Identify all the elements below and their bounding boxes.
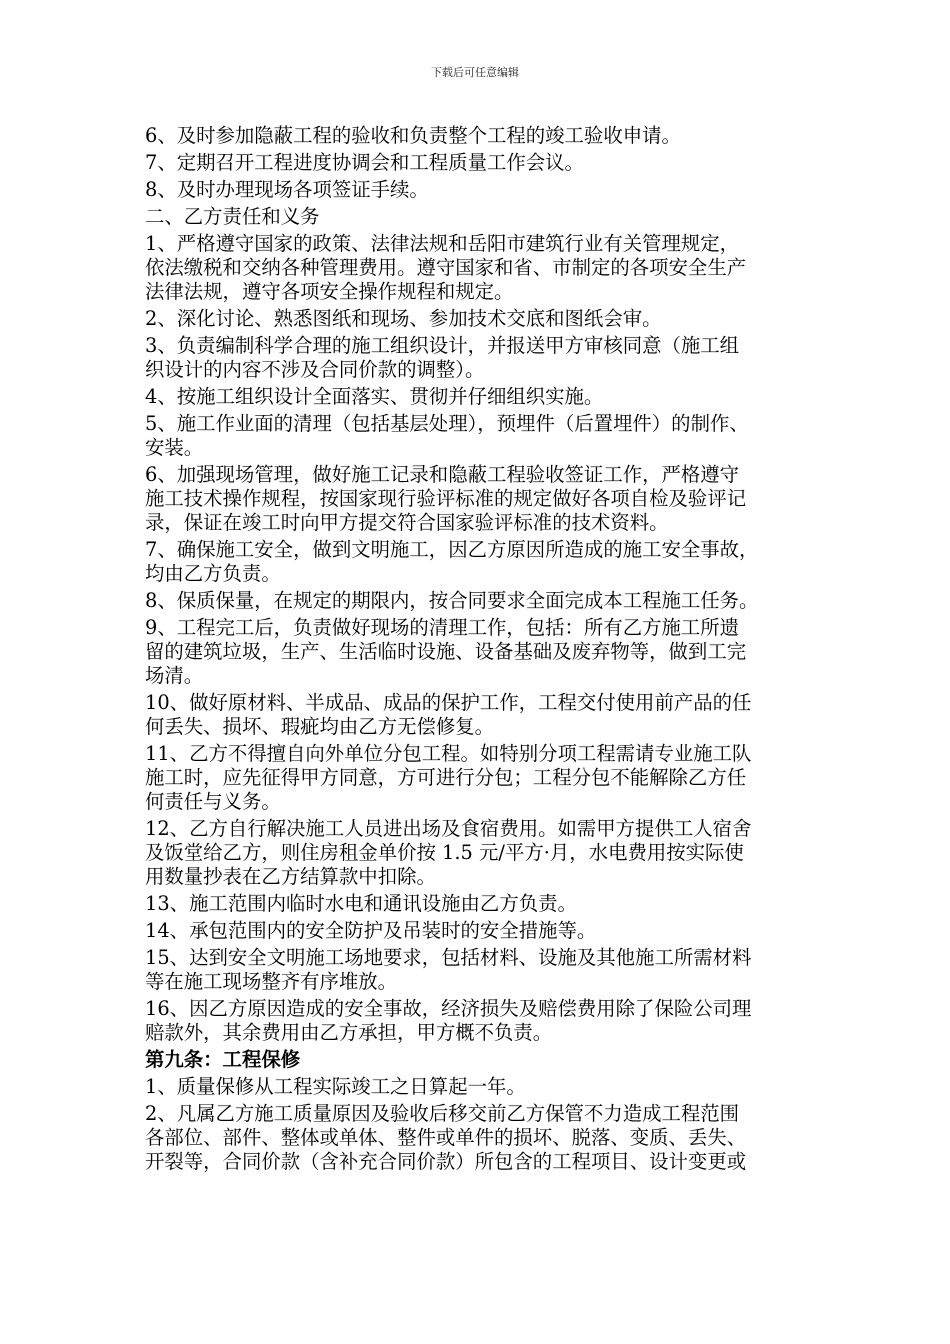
paragraph [145,589,845,613]
paragraph [145,892,845,916]
paragraph [145,1075,845,1099]
paragraph [145,817,845,889]
text-line: 等在施工现场整齐有序堆放。 [145,970,398,993]
text-line: 安装。 [145,436,204,459]
text-line: 场清。 [145,664,204,687]
text-line: 何责任与义务。 [145,790,281,813]
paragraph [145,463,845,535]
text-line: 8、保质保量，在规定的期限内，按合同要求全面完成本工程施工任务。 [145,589,759,612]
paragraph [145,385,845,409]
paragraph [145,205,845,229]
text-line: 均由乙方负责。 [145,562,281,585]
paragraph [145,691,845,739]
text-line: 施工技术操作规程，按国家现行验评标准的规定做好各项自检及验评记 [145,487,747,510]
paragraph [145,412,845,460]
text-line: 13、施工范围内临时水电和通讯设施由乙方负责。 [145,892,577,915]
section-heading [145,1048,845,1072]
text-line: 1、质量保修从工程实际竣工之日算起一年。 [145,1075,526,1098]
text-line: 14、承包范围内的安全防护及吊装时的安全措施等。 [145,919,597,942]
text-line: 织设计的内容不涉及合同价款的调整）。 [145,358,485,381]
text-line: 何丢失、损坏、瑕疵均由乙方无偿修复。 [145,715,495,738]
text-line: 录，保证在竣工时向甲方提交符合国家验评标准的技术资料。 [145,511,669,534]
paragraph [145,919,845,943]
paragraph [145,151,845,175]
text-line: 12、乙方自行解决施工人员进出场及食宿费用。如需甲方提供工人宿舍 [145,817,752,840]
paragraph [145,334,845,382]
document-body [145,124,845,1177]
paragraph [145,232,845,304]
text-line: 11、乙方不得擅自向外单位分包工程。如特别分项工程需请专业施工队 [145,742,752,765]
text-line: 3、负责编制科学合理的施工组织设计，并报送甲方审核同意（施工组 [145,334,740,357]
text-line: 7、确保施工安全，做到文明施工，因乙方原因所造成的施工安全事故， [145,538,759,561]
paragraph [145,616,845,688]
paragraph [145,997,845,1045]
text-line: 赔款外，其余费用由乙方承担，甲方概不负责。 [145,1021,553,1044]
text-line: 各部位、部件、整体或单体、整件或单件的损坏、脱落、变质、丢失、 [145,1126,747,1149]
text-line: 开裂等，合同价款（含补充合同价款）所包含的工程项目、设计变更或 [145,1150,747,1173]
paragraph [145,307,845,331]
paragraph [145,1102,845,1174]
text-line: 2、凡属乙方施工质量原因及验收后移交前乙方保管不力造成工程范围 [145,1102,740,1125]
text-line: 法律法规，遵守各项安全操作规程和规定。 [145,280,514,303]
text-line: 16、因乙方原因造成的安全事故，经济损失及赔偿费用除了保险公司理 [145,997,752,1020]
text-line: 8、及时办理现场各项签证手续。 [145,178,429,201]
paragraph [145,538,845,586]
text-line: 留的建筑垃圾，生产、生活临时设施、设备基础及废弃物等，做到工完 [145,640,747,663]
text-line: 及饭堂给乙方，则住房租金单价按 1.5 元/平方·月，水电费用按实际使 [145,841,744,864]
text-line: 第九条：工程保修 [145,1048,301,1071]
paragraph [145,742,845,814]
text-line: 4、按施工组织设计全面落实、贯彻并仔细组织实施。 [145,385,604,408]
text-line: 二、乙方责任和义务 [145,205,320,228]
text-line: 10、做好原材料、半成品、成品的保护工作，工程交付使用前产品的任 [145,691,752,714]
text-line: 用数量抄表在乙方结算款中扣除。 [145,865,436,888]
text-line: 9、工程完工后，负责做好现场的清理工作，包括：所有乙方施工所遗 [145,616,740,639]
text-line: 1、严格遵守国家的政策、法律法规和岳阳市建筑行业有关管理规定， [145,232,740,255]
text-line: 施工时，应先征得甲方同意，方可进行分包；工程分包不能解除乙方任 [145,766,747,789]
text-line: 7、定期召开工程进度协调会和工程质量工作会议。 [145,151,584,174]
paragraph [145,178,845,202]
text-line: 6、加强现场管理，做好施工记录和隐蔽工程验收签证工作，严格遵守 [145,463,740,486]
text-line: 依法缴税和交纳各种管理费用。遵守国家和省、市制定的各项安全生产 [145,256,747,279]
text-line: 5、施工作业面的清理（包括基层处理），预埋件（后置埋件）的制作、 [145,412,749,435]
text-line: 6、及时参加隐蔽工程的验收和负责整个工程的竣工验收申请。 [145,124,681,147]
paragraph [145,124,845,148]
paragraph [145,946,845,994]
text-line: 2、深化讨论、熟悉图纸和现场、参加技术交底和图纸会审。 [145,307,662,330]
text-line: 15、达到安全文明施工场地要求，包括材料、设施及其他施工所需材料 [145,946,752,969]
page-header: 下载后可任意编辑 [431,66,519,79]
